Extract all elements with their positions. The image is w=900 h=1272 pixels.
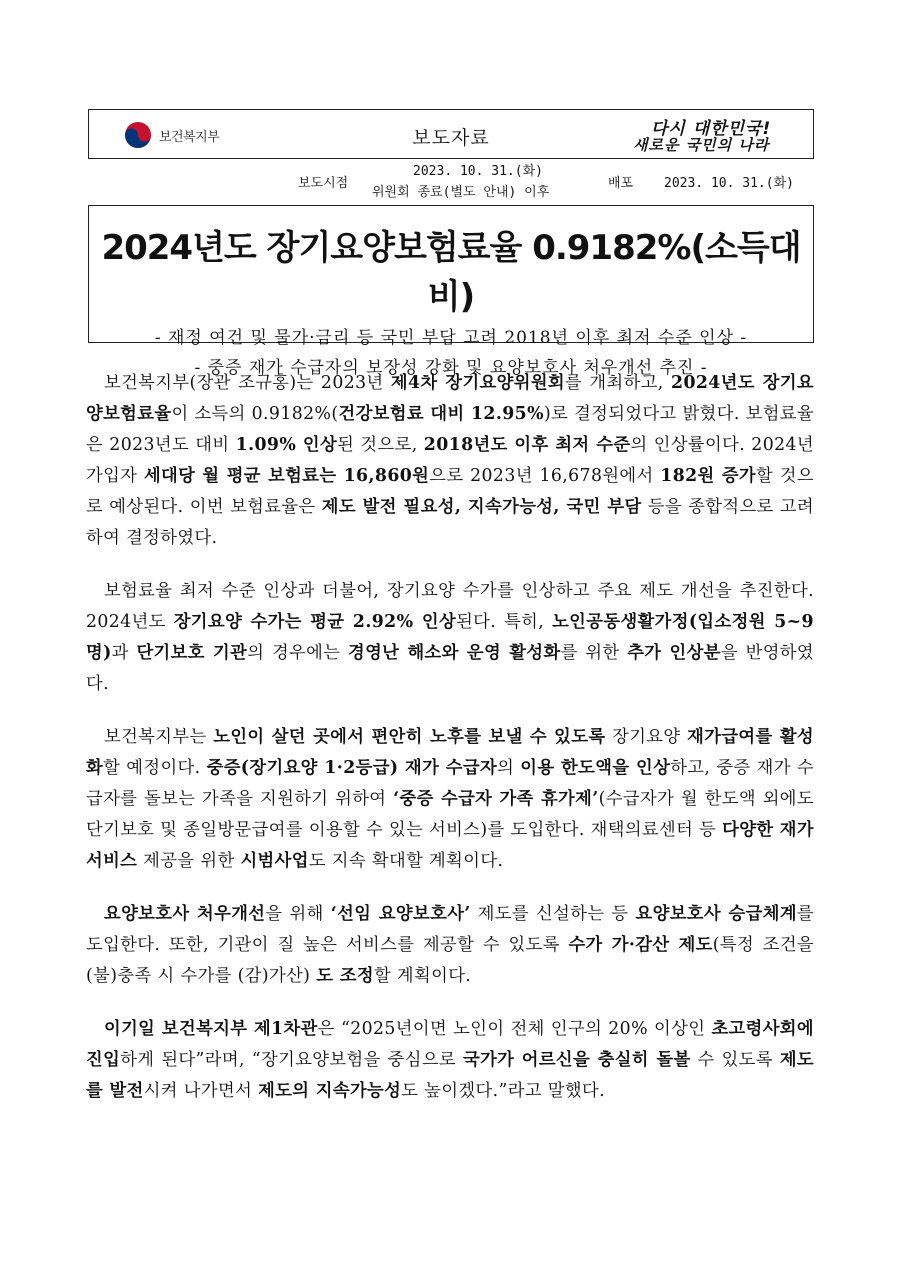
bold-text-run: 제도를 발전 (86, 1050, 815, 1101)
text-run: 할 예정이다. (103, 758, 207, 778)
bold-text-run: 요양보호사 처우개선 (104, 904, 266, 924)
text-run: 보건복지부는 (104, 727, 214, 747)
text-run: 의 경우에는 (247, 643, 348, 663)
paragraph-3 (86, 722, 814, 877)
text-run: 제도를 신설하는 등 (470, 904, 636, 924)
bold-text-run: ‘선임 요양보호사’ (330, 904, 471, 924)
article-body (86, 368, 814, 1129)
bold-text-run: 제도의 지속가능성 (258, 1081, 402, 1101)
text-run: 은 “2025년이면 노인이 전체 인구의 20% 이상인 (317, 1019, 712, 1039)
bold-text-run: 국가가 어르신을 충실히 돌볼 (462, 1050, 691, 1070)
text-run: 를 위한 (560, 643, 628, 663)
bold-text-run: 1.09% 인상 (235, 435, 338, 455)
bold-text-run: 중증(장기요양 1·2등급) 재가 수급자 (206, 758, 498, 778)
bold-text-run: 2018년도 이후 최저 수준 (423, 435, 631, 455)
bold-text-run: 다양한 재가서비스 (86, 820, 814, 871)
text-run: )로 결정되었다고 밝혔다. 보험료율은 2023년도 대비 (86, 404, 814, 455)
bold-text-run: 제4차 장기요양위원회 (390, 373, 566, 393)
bold-text-run: 요양보호사 승급체계 (635, 904, 797, 924)
bold-text-run: 182원 증가 (660, 466, 757, 486)
bold-text-run: 수가 가·감산 제도 (568, 935, 713, 955)
slogan (629, 114, 799, 156)
slogan-line-2: 새로운 국민의 나라 (633, 136, 770, 154)
text-run: 으로 2023년 16,678원에서 (429, 466, 661, 486)
bold-text-run: 세대당 월 평균 보험료는 16,860원 (143, 466, 430, 486)
text-run: 이 소득의 0.9182%( (171, 404, 339, 424)
release-time-label: 보도시점 (298, 176, 349, 191)
bold-text-run: 2024년도 장기요양보험료율 (86, 373, 815, 424)
text-run: 할 계획이다. (373, 966, 472, 986)
bold-text-run: 재가급여를 활성화 (86, 727, 815, 778)
bold-text-run: 시범사업 (240, 851, 309, 871)
bold-text-run: 노인이 살던 곳에서 편안히 노후를 보낼 수 있도록 (213, 727, 606, 747)
bold-text-run: ‘중증 수급자 가족 휴가제’ (393, 789, 599, 809)
text-run: 된다. 특히, (456, 612, 553, 632)
text-run: 시켜 나가면서 (143, 1081, 259, 1101)
release-condition: 위원회 종료(별도 안내) 이후 (372, 185, 550, 200)
text-run: 하게 된다”라며, “장기요양보험을 중심으로 (120, 1050, 463, 1070)
distribution-label: 배포 (608, 176, 634, 191)
text-run: 도 높이겠다.”라고 말했다. (401, 1081, 605, 1101)
text-run: 을 반영하였다. (86, 643, 814, 694)
text-run: 을 위해 (265, 904, 331, 924)
distribution-date: 2023. 10. 31.(화) (664, 176, 794, 191)
text-run: 보험료율 최저 수준 인상과 더불어, 장기요양 수가를 인상하고 주요 제도 개선을 추진한다. 2024년도 (86, 581, 814, 632)
text-run: 장기요양 (605, 727, 688, 747)
bold-text-run: 장기요양 수가는 평균 2.92% 인상 (173, 612, 457, 632)
text-run: 를 개최하고, (565, 373, 672, 393)
bold-text-run: 초고령사회에 진입 (86, 1019, 814, 1070)
text-run: 된 것으로, (337, 435, 424, 455)
headline: 2024년도 장기요양보험료율 0.9182%(소득대비) (101, 228, 801, 317)
slogan-line-1: 다시 대한민국! (651, 119, 772, 139)
bold-text-run: 건강보험료 대비 12.95% (338, 404, 544, 424)
paragraph-1 (86, 368, 814, 554)
text-run: 하고, 중증 재가 수급자를 돌보는 가족을 지원하기 위하여 (86, 758, 814, 809)
text-run: 할 것으로 예상된다. 이번 보험료율은 (86, 466, 814, 517)
release-date: 2023. 10. 31.(화) (413, 164, 543, 179)
text-run: 를 도입한다. 또한, 기관이 질 높은 서비스를 제공할 수 있도록 (86, 904, 815, 955)
text-run: 등을 종합적으로 고려하여 결정하였다. (86, 497, 814, 548)
logo-text: 보건복지부 (159, 129, 220, 145)
bold-text-run: 추가 인상분 (627, 643, 721, 663)
text-run: (특정 조건을 (불)충족 시 수가를 (감)가산) (86, 935, 815, 986)
subtitle-2: - 중증 재가 수급자의 보장성 강화 및 요양보호사 처우개선 추진 - (194, 358, 708, 378)
text-run: 도 지속 확대할 계획이다. (308, 851, 504, 871)
text-run: 보건복지부(장관 조규홍)는 2023년 (104, 373, 391, 393)
text-run: 과 (111, 643, 137, 663)
text-run: (수급자가 월 한도액 외에도 단기보호 및 종일방문급여를 이용할 수 있는 서비스)를 도입한다. 재택의료센터 등 (86, 789, 814, 840)
bold-text-run: 노인공동생활가정(입소정원 5~9명) (86, 612, 814, 663)
bold-text-run: 제도 발전 필요성, 지속가능성, 국민 부담 (321, 497, 642, 517)
document-type: 보도자료 (412, 127, 490, 149)
bold-text-run: 이용 한도액을 인상 (520, 758, 671, 778)
title-box (88, 205, 814, 378)
bold-text-run: 경영난 해소와 운영 활성화 (347, 643, 561, 663)
paragraph-5 (86, 1014, 814, 1107)
header-box (88, 109, 814, 159)
text-run: 수 있도록 (690, 1050, 780, 1070)
text-run: 제공을 위한 (137, 851, 241, 871)
text-run: 의 (497, 758, 521, 778)
paragraph-2 (86, 576, 814, 700)
paragraph-4 (86, 899, 814, 992)
bold-text-run: 단기보호 기관 (136, 643, 248, 663)
bold-text-run: 이기일 보건복지부 제1차관 (104, 1019, 318, 1039)
bold-text-run: 도 조정 (316, 966, 374, 986)
subtitle-1: - 재정 여건 및 물가·금리 등 국민 부담 고려 2018년 이후 최저 수준 인상 - (154, 328, 748, 348)
text-run: 의 인상률이다. 2024년 가입자 (86, 435, 814, 486)
release-info (0, 160, 900, 200)
